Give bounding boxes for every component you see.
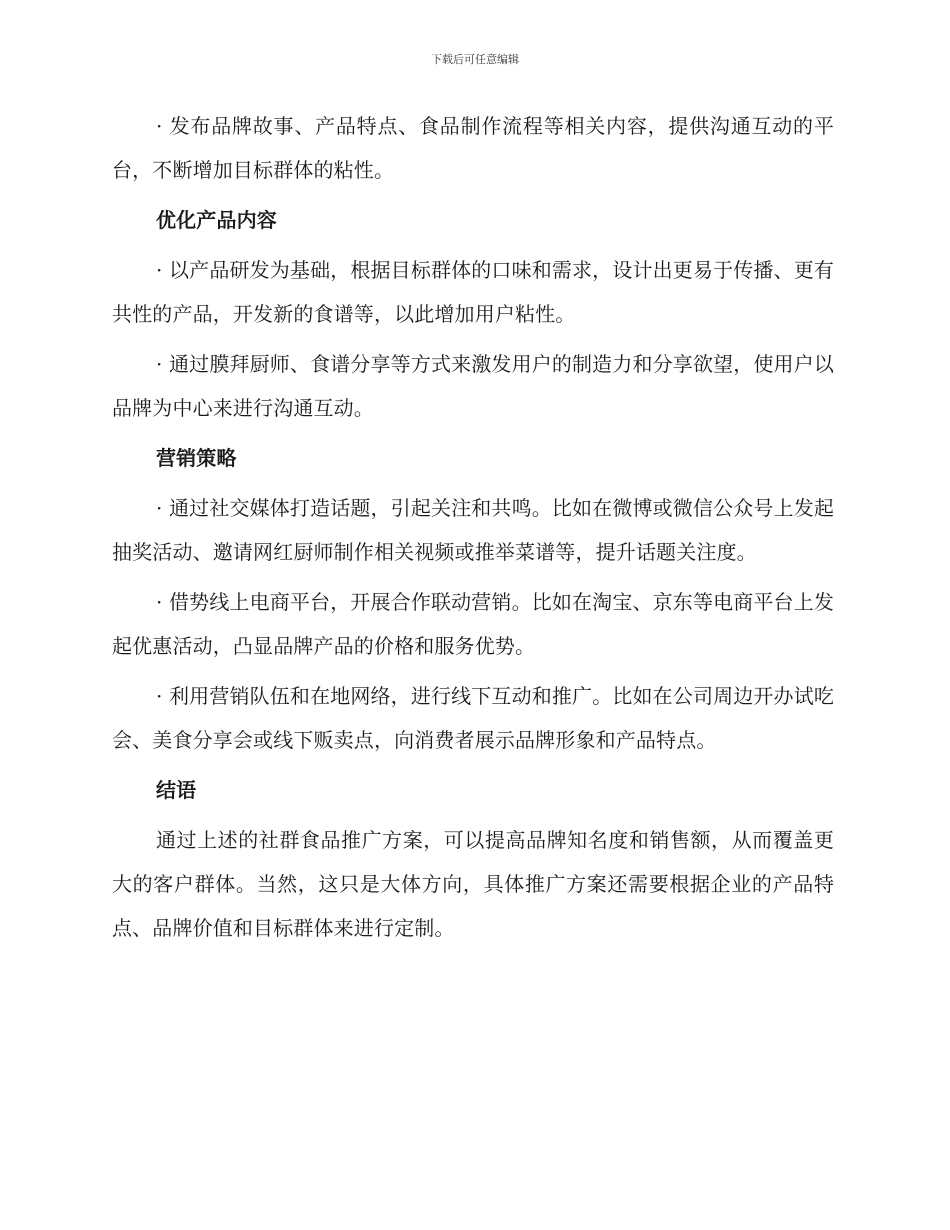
heading-optimize-content: 优化产品内容 (156, 208, 277, 232)
paragraph-product-rd: · 以产品研发为基础，根据目标群体的口味和需求，设计出更易于传播、更有共性的产品，开发新的食谱等，以此增加用户粘性。 (112, 258, 834, 326)
paragraph-brand-story: · 发布品牌故事、产品特点、食品制作流程等相关内容，提供沟通互动的平台，不断增加目标群体的粘性。 (112, 114, 834, 182)
heading-conclusion: 结语 (156, 778, 197, 802)
paragraph-ecommerce: · 借势线上电商平台，开展合作联动营销。比如在淘宝、京东等电商平台上发起优惠活动，凸显品牌产品的价格和服务优势。 (112, 590, 834, 658)
paragraph-chef-recipes: · 通过膜拜厨师、食谱分享等方式来激发用户的制造力和分享欲望，使用户以品牌为中心来进行沟通互动。 (112, 352, 834, 420)
paragraph-social-media: · 通过社交媒体打造话题，引起关注和共鸣。比如在微博或微信公众号上发起抽奖活动、邀请网红厨师制作相关视频或推举菜谱等，提升话题关注度。 (112, 496, 834, 564)
document-body (112, 104, 834, 956)
heading-marketing-strategy: 营销策略 (156, 446, 237, 470)
paragraph-conclusion: 通过上述的社群食品推广方案，可以提高品牌知名度和销售额，从而覆盖更大的客户群体。当然，这只是大体方向，具体推广方案还需要根据企业的产品特点、品牌价值和目标群体来进行定制。 (112, 828, 834, 940)
paragraph-offline: · 利用营销队伍和在地网络，进行线下互动和推广。比如在公司周边开办试吃会、美食分享会或线下贩卖点，向消费者展示品牌形象和产品特点。 (112, 684, 834, 752)
header-note: 下载后可任意编辑 (431, 53, 519, 66)
